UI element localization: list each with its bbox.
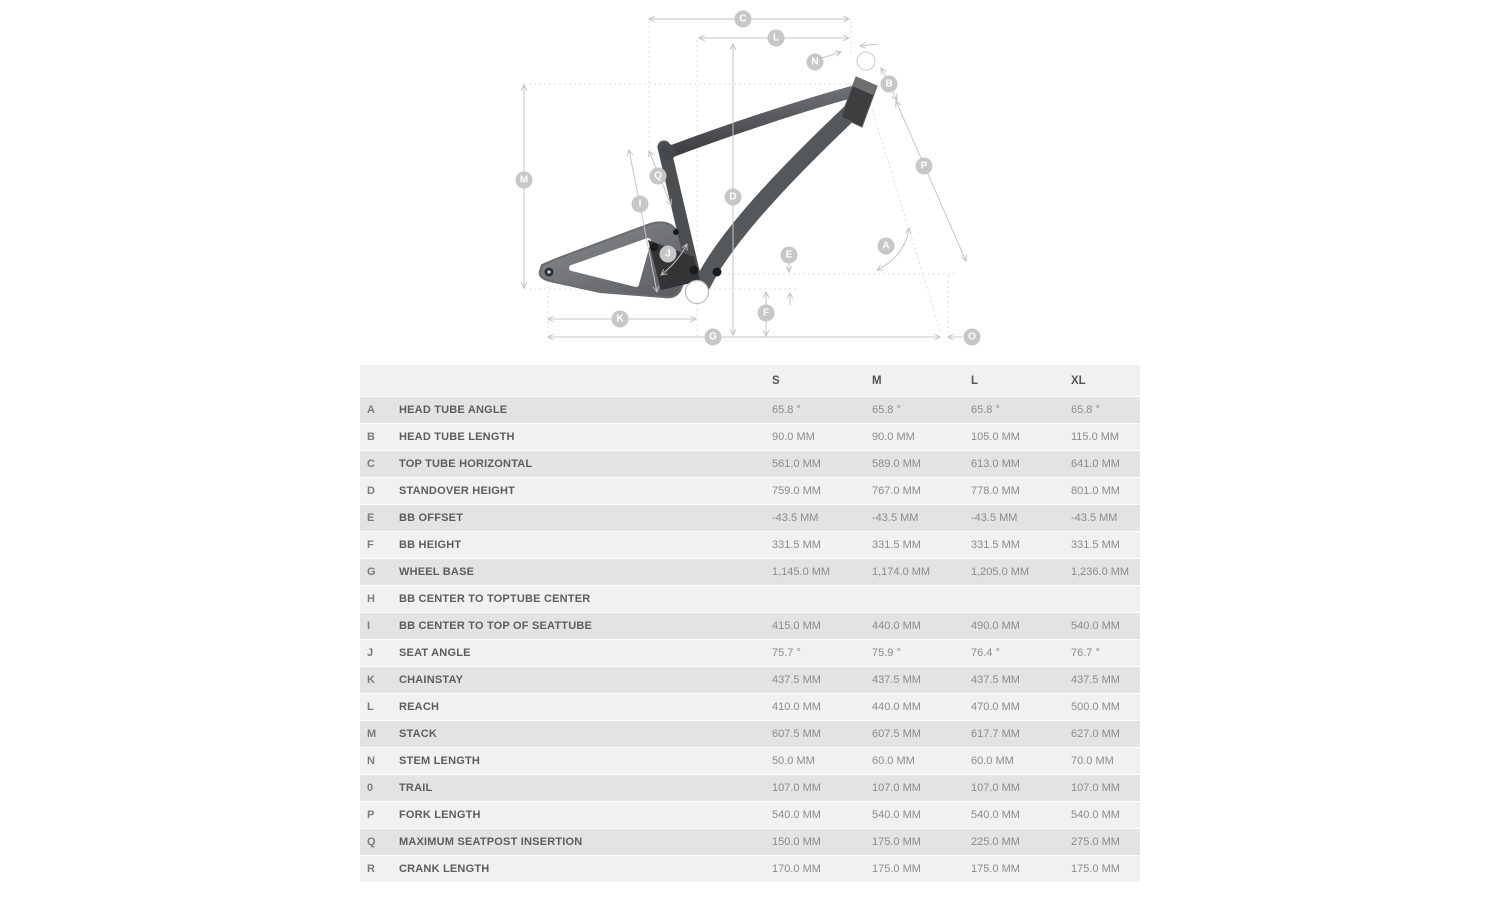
svg-text:G: G xyxy=(709,331,717,343)
table-row-C xyxy=(360,451,1140,477)
svg-text:J: J xyxy=(665,248,671,260)
row-letter: D xyxy=(367,485,375,497)
value-cell-xl: 331.5 MM xyxy=(1071,539,1120,551)
value-cell-m: 540.0 MM xyxy=(872,809,921,821)
value-cell-xl: 540.0 MM xyxy=(1071,620,1120,632)
row-label: STEM LENGTH xyxy=(399,755,481,767)
value-cell-l: 1,205.0 MM xyxy=(971,566,1030,578)
value-cell-xl: 115.0 MM xyxy=(1071,431,1120,443)
value-cell-s: 65.8 ° xyxy=(772,404,801,416)
value-cell-l: 540.0 MM xyxy=(971,809,1020,821)
value-cell-xl: 65.8 ° xyxy=(1071,404,1100,416)
table-row-D xyxy=(360,478,1140,504)
row-label: MAXIMUM SEATPOST INSERTION xyxy=(399,836,583,848)
row-letter: 0 xyxy=(367,782,374,794)
dim-label-P xyxy=(916,158,933,175)
value-cell-m: 767.0 MM xyxy=(872,485,921,497)
row-letter: R xyxy=(367,863,375,875)
value-cell-l: 107.0 MM xyxy=(971,782,1020,794)
svg-text:E: E xyxy=(785,249,793,261)
value-cell-m: 1,174.0 MM xyxy=(872,566,931,578)
table-row-Q xyxy=(360,829,1140,855)
table-row-P xyxy=(360,802,1140,828)
table-row-A xyxy=(360,397,1140,423)
value-cell-l: 437.5 MM xyxy=(971,674,1020,686)
column-header-m: M xyxy=(872,374,882,387)
table-row-I xyxy=(360,613,1140,639)
row-letter: Q xyxy=(367,836,376,848)
row-label: TOP TUBE HORIZONTAL xyxy=(399,458,533,470)
row-label: HEAD TUBE ANGLE xyxy=(399,404,508,416)
value-cell-s: 759.0 MM xyxy=(772,485,821,497)
value-cell-s: -43.5 MM xyxy=(772,512,819,524)
table-row-R xyxy=(360,856,1140,882)
value-cell-l: -43.5 MM xyxy=(971,512,1018,524)
value-cell-s: 607.5 MM xyxy=(772,728,821,740)
value-cell-l: 225.0 MM xyxy=(971,836,1020,848)
table-row-E xyxy=(360,505,1140,531)
row-label: CRANK LENGTH xyxy=(399,863,490,875)
row-label: BB OFFSET xyxy=(399,512,464,524)
row-label: TRAIL xyxy=(399,782,433,794)
table-row-F xyxy=(360,532,1140,558)
dim-label-I xyxy=(632,196,649,213)
table-row-0 xyxy=(360,775,1140,801)
row-letter: N xyxy=(367,755,375,767)
dim-label-M xyxy=(516,172,533,189)
value-cell-xl: 641.0 MM xyxy=(1071,458,1120,470)
column-header-xl: XL xyxy=(1071,374,1086,387)
dimension-labels xyxy=(516,11,981,346)
row-label: FORK LENGTH xyxy=(399,809,481,821)
dim-label-E xyxy=(781,247,798,264)
row-letter: G xyxy=(367,566,376,578)
value-cell-s: 150.0 MM xyxy=(772,836,821,848)
value-cell-l: 470.0 MM xyxy=(971,701,1020,713)
row-label: BB HEIGHT xyxy=(399,539,462,551)
dim-label-Q xyxy=(650,168,667,185)
value-cell-s: 50.0 MM xyxy=(772,755,815,767)
value-cell-m: 175.0 MM xyxy=(872,836,921,848)
row-letter: E xyxy=(367,512,375,524)
svg-text:F: F xyxy=(762,307,770,319)
svg-text:I: I xyxy=(638,198,642,210)
row-label: REACH xyxy=(399,701,440,713)
value-cell-s: 561.0 MM xyxy=(772,458,821,470)
value-cell-s: 107.0 MM xyxy=(772,782,821,794)
bottom-bracket xyxy=(686,281,709,304)
row-letter: P xyxy=(367,809,375,821)
table-row-N xyxy=(360,748,1140,774)
row-label: SEAT ANGLE xyxy=(399,647,471,659)
value-cell-s: 540.0 MM xyxy=(772,809,821,821)
dim-label-C xyxy=(735,11,752,28)
value-cell-l: 65.8 ° xyxy=(971,404,1000,416)
value-cell-s: 90.0 MM xyxy=(772,431,815,443)
svg-text:A: A xyxy=(882,240,890,252)
dim-label-K xyxy=(612,311,629,328)
value-cell-s: 1,145.0 MM xyxy=(772,566,831,578)
value-cell-s: 415.0 MM xyxy=(772,620,821,632)
value-cell-l: 490.0 MM xyxy=(971,620,1020,632)
dim-label-B xyxy=(881,76,898,93)
table-row-M xyxy=(360,721,1140,747)
table-body xyxy=(360,397,1140,882)
table-row-G xyxy=(360,559,1140,585)
column-header-s: S xyxy=(772,374,780,387)
column-header-l: L xyxy=(971,374,979,387)
row-letter: C xyxy=(367,458,375,470)
value-cell-xl: 107.0 MM xyxy=(1071,782,1120,794)
svg-text:P: P xyxy=(920,160,928,172)
value-cell-l: 60.0 MM xyxy=(971,755,1014,767)
stem-indicator xyxy=(857,52,875,70)
value-cell-m: -43.5 MM xyxy=(872,512,919,524)
row-label: HEAD TUBE LENGTH xyxy=(399,431,515,443)
svg-text:O: O xyxy=(968,331,976,343)
value-cell-m: 75.9 ° xyxy=(872,647,901,659)
row-label: BB CENTER TO TOPTUBE CENTER xyxy=(399,593,591,605)
svg-text:D: D xyxy=(729,191,737,203)
value-cell-m: 589.0 MM xyxy=(872,458,921,470)
svg-text:L: L xyxy=(772,32,780,44)
value-cell-m: 440.0 MM xyxy=(872,701,921,713)
svg-text:K: K xyxy=(616,313,624,325)
value-cell-xl: 540.0 MM xyxy=(1071,809,1120,821)
row-letter: H xyxy=(367,593,375,605)
value-cell-m: 65.8 ° xyxy=(872,404,901,416)
row-letter: L xyxy=(367,701,374,713)
row-letter: B xyxy=(367,431,375,443)
table-row-B xyxy=(360,424,1140,450)
dim-label-F xyxy=(758,305,775,322)
geometry-table xyxy=(360,365,1140,883)
value-cell-xl: 70.0 MM xyxy=(1071,755,1114,767)
row-letter: A xyxy=(367,404,375,416)
value-cell-xl: 437.5 MM xyxy=(1071,674,1120,686)
value-cell-m: 440.0 MM xyxy=(872,620,921,632)
svg-text:Q: Q xyxy=(654,170,662,182)
geometry-diagram-area xyxy=(0,0,1500,360)
value-cell-xl: 275.0 MM xyxy=(1071,836,1120,848)
value-cell-m: 107.0 MM xyxy=(872,782,921,794)
value-cell-l: 105.0 MM xyxy=(971,431,1020,443)
table-row-K xyxy=(360,667,1140,693)
value-cell-m: 331.5 MM xyxy=(872,539,921,551)
bike-frame-illustration xyxy=(540,52,877,304)
value-cell-xl: 1,236.0 MM xyxy=(1071,566,1130,578)
svg-text:B: B xyxy=(885,78,893,90)
svg-text:M: M xyxy=(519,174,529,186)
dim-label-D xyxy=(725,189,742,206)
row-letter: F xyxy=(367,539,374,551)
value-cell-m: 90.0 MM xyxy=(872,431,915,443)
row-letter: M xyxy=(367,728,377,740)
table-row-H xyxy=(360,586,1140,612)
row-label: STANDOVER HEIGHT xyxy=(399,485,516,497)
value-cell-s: 75.7 ° xyxy=(772,647,801,659)
dim-label-G xyxy=(705,329,722,346)
dim-label-N xyxy=(807,54,824,71)
value-cell-xl: 76.7 ° xyxy=(1071,647,1100,659)
table-row-L xyxy=(360,694,1140,720)
value-cell-s: 410.0 MM xyxy=(772,701,821,713)
row-letter: K xyxy=(367,674,375,686)
value-cell-s: 170.0 MM xyxy=(772,863,821,875)
value-cell-m: 175.0 MM xyxy=(872,863,921,875)
value-cell-m: 607.5 MM xyxy=(872,728,921,740)
value-cell-l: 617.7 MM xyxy=(971,728,1020,740)
dim-label-J xyxy=(660,246,677,263)
dim-label-A xyxy=(878,238,895,255)
bike-geometry-diagram xyxy=(0,0,1500,360)
row-label: STACK xyxy=(399,728,438,740)
dim-label-O xyxy=(964,329,981,346)
row-label: WHEEL BASE xyxy=(399,566,475,578)
row-label: CHAINSTAY xyxy=(399,674,464,686)
row-letter: I xyxy=(367,620,371,632)
svg-text:C: C xyxy=(739,13,747,25)
row-letter: J xyxy=(367,647,374,659)
value-cell-xl: 500.0 MM xyxy=(1071,701,1120,713)
value-cell-l: 331.5 MM xyxy=(971,539,1020,551)
value-cell-s: 437.5 MM xyxy=(772,674,821,686)
table-header-row xyxy=(360,365,1140,396)
value-cell-l: 175.0 MM xyxy=(971,863,1020,875)
value-cell-xl: -43.5 MM xyxy=(1071,512,1118,524)
value-cell-l: 778.0 MM xyxy=(971,485,1020,497)
value-cell-l: 76.4 ° xyxy=(971,647,1000,659)
table-row-J xyxy=(360,640,1140,666)
value-cell-s: 331.5 MM xyxy=(772,539,821,551)
svg-text:N: N xyxy=(811,56,819,68)
row-label: BB CENTER TO TOP OF SEATTUBE xyxy=(399,620,593,632)
value-cell-xl: 801.0 MM xyxy=(1071,485,1120,497)
value-cell-m: 437.5 MM xyxy=(872,674,921,686)
value-cell-l: 613.0 MM xyxy=(971,458,1020,470)
value-cell-xl: 175.0 MM xyxy=(1071,863,1120,875)
value-cell-m: 60.0 MM xyxy=(872,755,915,767)
value-cell-xl: 627.0 MM xyxy=(1071,728,1120,740)
dim-label-L xyxy=(768,30,785,47)
